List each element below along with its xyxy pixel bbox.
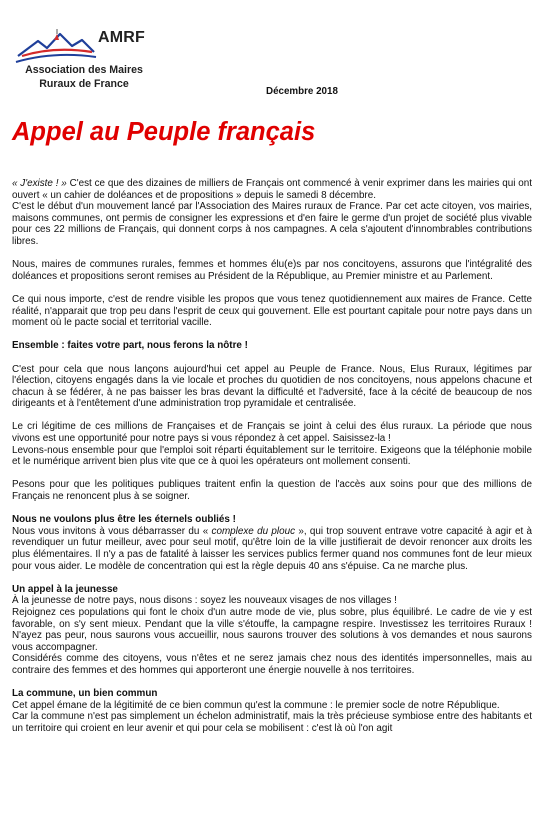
section-heading-oublies: Nous ne voulons plus être les éternels oubliés !	[12, 514, 236, 526]
section-heading-jeunesse: Un appel à la jeunesse	[12, 583, 118, 595]
section3-paragraph-2: Rejoignez ces populations qui font le choix d'un autre mode de vie, plus sobre, plus équilibré. Le cadre de vie y est favorable, on s'y sent mieux. Pendant que la ville s'étouffe, la campagne respire. Investissez les territoires Ruraux ! N'ayez pas peur, nous saurons vous accueillir, nous saurons trouver des solutions à vos demandes et nous saurons vous accompagner.	[12, 606, 532, 653]
section1-paragraph-3: Pesons pour que les politiques publiques traitent enfin la question de l'accès aux soins pour que des millions de Français ne renoncent plus à se soigner.	[12, 479, 532, 503]
section-heading-commune: La commune, un bien commun	[12, 688, 158, 700]
intro-quote: « J'existe ! »	[12, 178, 67, 189]
intro-paragraph-1-text: C'est ce que des dizaines de milliers de Français ont commencé à venir exprimer dans les mairies qui ont ouvert « un cahier de doléances et de propositions » depuis le samedi 8 décembre.	[12, 178, 533, 201]
section2-paragraph	[12, 526, 532, 572]
intro-paragraph-4: Ce qui nous importe, c'est de rendre visible les propos que vous tenez quotidiennement aux maires de France. Cette réalité, n'apparait que trop peu dans l'esprit de ceux qui gouvernent. Elle est pourtant capitale pour notre pays dans un moment où le pacte social et territorial vacille.	[12, 293, 532, 329]
section-heading-ensemble: Ensemble : faites votre part, nous ferons la nôtre !	[12, 340, 248, 352]
section2-text-after: », qui trop souvent entrave votre capacité à agir et à revendiquer un futur meilleur, avec pour seul motif, qu'être loin de la ville justifierait de devoir renoncer aux droits les plus élémentaires. Il n'y a pas de fatalité à laisser les services publics fermer quand nos communes font de leur mieux pour vous aider. Le modèle de concentration qui est la règle depuis 40 ans s'épuise. Ca ne marche plus.	[12, 525, 533, 572]
section2-emphasis: complexe du plouc	[211, 525, 296, 537]
section1-paragraph-1: C'est pour cela que nous lançons aujourd'hui cet appel au Peuple de France. Nous, Elus Ruraux, légitimes par l'élection, citoyens engagés dans la vie locale et proches du quotidien de nos concitoyens, nous appelons chacune et chacun à se fédérer, à ne pas baisser les bras devant la difficulté et l'adversité, face à la cécité de beaucoup de nos dirigeants et à l'entêtement d'une administration trop pyramidale et centralisée.	[12, 363, 532, 410]
section1-paragraph-2b: Levons-nous ensemble pour que l'emploi soit réparti équitablement sur le territoire. Exigeons que la téléphonie mobile et le numérique arrivent bien plus vite que ce à quoi les opérateurs ont mollement consenti.	[12, 444, 532, 468]
intro-paragraph-2: C'est le début d'un mouvement lancé par l'Association des Maires ruraux de France. Par cet acte citoyen, vos mairies, maisons communes, ont permis de consigner les expressions et d'en faire le germe d'un projet de société plus vivable pour ces 22 millions de Français, qui donnent corps à nos campagnes. A cela s'ajoutent d'innombrables contributions libres.	[12, 201, 532, 247]
logo-name-line2: Ruraux de France	[39, 78, 129, 90]
document-body	[12, 178, 532, 735]
section3-paragraph-3: Considérés comme des citoyens, vous n'êtes et ne serez jamais chez nous des identités impersonnelles, mais au contraire des femmes et des hommes qui apporteront une énergie nouvelle à nos territoires.	[12, 653, 532, 676]
section1-paragraph-2a: Le cri légitime de ces millions de Françaises et de Français se joint à celui des élus ruraux. La période que nous vivons est une opportunité pour notre pays si vous répondez à cet appel. Saisissez-la !	[12, 421, 532, 445]
logo-name-line1: Association des Maires	[25, 64, 143, 76]
document-date: Décembre 2018	[266, 86, 338, 97]
intro-paragraph-1	[12, 178, 532, 201]
section3-paragraph-1: À la jeunesse de notre pays, nous disons : soyez les nouveaux visages de nos villages !	[12, 595, 397, 607]
intro-paragraph-3: Nous, maires de communes rurales, femmes et hommes élu(e)s par nos concitoyens, assurons que l'intégralité des doléances et propositions seront remises au Président de la République, au Premier ministre et au Parlement.	[12, 259, 532, 282]
section4-paragraph-1: Cet appel émane de la légitimité de ce bien commun qu'est la commune : le premier socle de notre République.	[12, 699, 500, 711]
amrf-logo	[14, 26, 164, 92]
page-title: Appel au Peuple français	[12, 118, 316, 146]
section4-paragraph-2: Car la commune n'est pas simplement un échelon administratif, mais la très précieuse symbiose entre des habitants et un territoire qui croient en leur avenir et qui pour cela se mobilisent : c'est là où l'on agit	[12, 711, 532, 734]
section2-text-before: Nous vous invitons à vous débarrasser du «	[12, 525, 212, 537]
logo-abbreviation: AMRF	[98, 29, 146, 46]
